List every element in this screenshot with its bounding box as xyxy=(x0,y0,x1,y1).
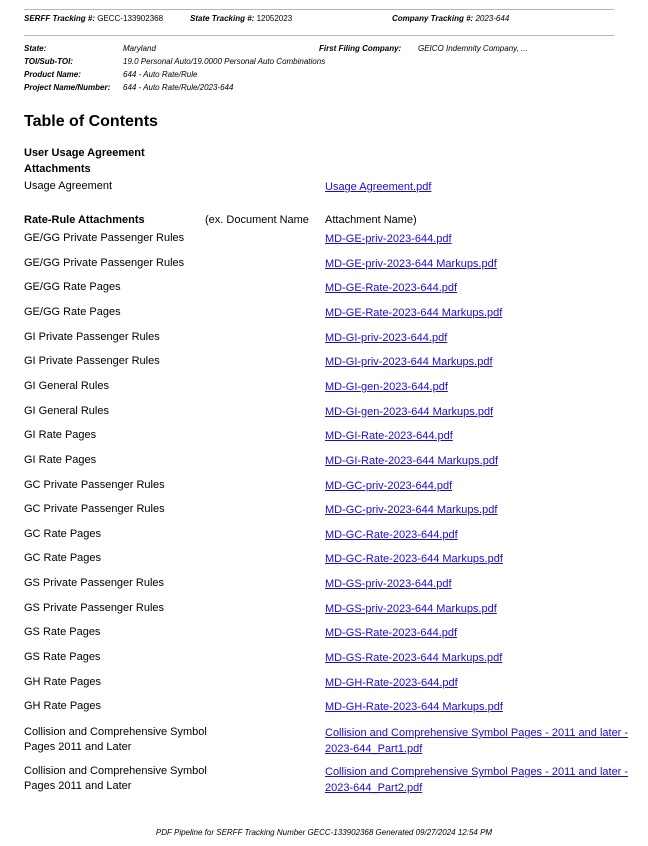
serff-tracking-value: GECC-133902368 xyxy=(97,14,164,23)
product-value: 644 - Auto Rate/Rule xyxy=(123,70,198,79)
attachment-document-name: GI Private Passenger Rules xyxy=(24,330,160,343)
attachment-document-name: GI General Rules xyxy=(24,379,109,392)
state-tracking-label: State Tracking #: xyxy=(190,14,255,23)
attachment-document-name: GE/GG Private Passenger Rules xyxy=(24,256,185,269)
attachment-document-name: GI Private Passenger Rules xyxy=(24,355,160,368)
top-divider xyxy=(24,9,614,10)
header-divider xyxy=(24,35,614,36)
attachment-document-name: GI General Rules xyxy=(24,404,109,417)
attachment-document-name: GS Private Passenger Rules xyxy=(24,577,165,590)
attachment-file-link[interactable]: MD-GS-Rate-2023-644.pdf xyxy=(325,627,458,640)
toi-label: TOI/Sub-TOI: xyxy=(24,57,74,66)
attachment-document-name: GE/GG Private Passenger Rules xyxy=(24,232,185,244)
state-tracking xyxy=(190,14,292,23)
attachment-file-link[interactable]: MD-GE-Rate-2023-644.pdf xyxy=(325,282,458,295)
attachment-document-name: GI Rate Pages xyxy=(24,429,97,442)
user-usage-section-title: User Usage Agreement xyxy=(24,147,145,159)
attachment-file-link[interactable]: MD-GE-Rate-2023-644 Markups.pdf xyxy=(325,306,503,319)
attachment-file-link[interactable]: Collision and Comprehensive Symbol Pages - 2011 and later - 2023-644_Part1.pdf xyxy=(325,727,629,755)
usage-agreement-link[interactable]: Usage Agreement.pdf xyxy=(325,181,432,193)
product-label: Product Name: xyxy=(24,70,81,79)
attachment-file-link[interactable]: Collision and Comprehensive Symbol Pages - 2011 and later - 2023-644_Part2.pdf xyxy=(325,766,629,794)
attachments-section-title: Attachments xyxy=(24,163,91,175)
attachment-file-link[interactable]: MD-GC-Rate-2023-644.pdf xyxy=(325,528,458,541)
attachment-document-name: GE/GG Rate Pages xyxy=(24,281,121,294)
attachment-file-link[interactable]: MD-GH-Rate-2023-644 Markups.pdf xyxy=(325,701,503,714)
company-tracking-value: 2023-644 xyxy=(475,14,510,23)
attachment-document-name: GH Rate Pages xyxy=(24,675,102,688)
project-label: Project Name/Number: xyxy=(24,83,111,92)
state-tracking-value: 12052023 xyxy=(256,14,293,23)
attachment-file-link[interactable]: MD-GI-gen-2023-644 Markups.pdf xyxy=(325,405,494,418)
rate-rule-section-title: Rate-Rule Attachments xyxy=(24,214,145,226)
attachment-document-name: GE/GG Rate Pages xyxy=(24,305,121,318)
rate-rule-doc-name-header: (ex. Document Name xyxy=(205,214,309,226)
attachment-document-name: GI Rate Pages xyxy=(24,453,97,466)
attachment-document-name: GS Rate Pages xyxy=(24,651,101,664)
attachment-document-name: Collision and Comprehensive Symbol Pages 2011 and Later xyxy=(24,726,207,753)
page-title: Table of Contents xyxy=(24,113,158,130)
attachment-file-link[interactable]: MD-GS-priv-2023-644 Markups.pdf xyxy=(325,602,497,615)
attachment-file-link[interactable]: MD-GI-Rate-2023-644 Markups.pdf xyxy=(325,454,499,467)
attachment-document-name: GC Private Passenger Rules xyxy=(24,478,165,491)
attachment-file-link[interactable]: MD-GC-Rate-2023-644 Markups.pdf xyxy=(325,553,503,566)
attachment-file-link[interactable]: MD-GE-priv-2023-644.pdf xyxy=(325,233,452,245)
serff-tracking-label: SERFF Tracking #: xyxy=(24,14,95,23)
project-value: 644 - Auto Rate/Rule/2023-644 xyxy=(123,83,234,92)
page-footer: PDF Pipeline for SERFF Tracking Number GECC-133902368 Generated 09/27/2024 12:54 PM xyxy=(155,828,493,837)
attachment-file-link[interactable]: MD-GI-gen-2023-644.pdf xyxy=(325,380,448,393)
usage-agreement-document-name: Usage Agreement xyxy=(24,180,113,192)
attachment-document-name: GC Rate Pages xyxy=(24,527,102,540)
attachment-file-link[interactable]: MD-GS-Rate-2023-644 Markups.pdf xyxy=(325,652,503,665)
attachment-file-link[interactable]: MD-GE-priv-2023-644 Markups.pdf xyxy=(325,257,497,270)
attachment-document-name: GH Rate Pages xyxy=(24,700,102,713)
attachment-document-name: GS Private Passenger Rules xyxy=(24,601,165,614)
serff-tracking xyxy=(24,14,163,23)
first-filing-value: GEICO Indemnity Company, ... xyxy=(418,44,528,53)
state-label: State: xyxy=(24,44,47,53)
company-tracking xyxy=(392,14,509,23)
attachment-file-link[interactable]: MD-GS-priv-2023-644.pdf xyxy=(325,578,452,591)
attachment-document-name: GC Private Passenger Rules xyxy=(24,503,165,516)
rate-rule-attachment-name-header: Attachment Name) xyxy=(325,214,417,226)
attachment-document-name: GS Rate Pages xyxy=(24,626,101,639)
attachment-file-link[interactable]: MD-GI-Rate-2023-644.pdf xyxy=(325,430,453,443)
first-filing-label: First Filing Company: xyxy=(319,44,402,53)
attachment-document-name: Collision and Comprehensive Symbol Pages 2011 and Later xyxy=(24,765,207,792)
attachment-document-name: GC Rate Pages xyxy=(24,552,102,565)
toi-value: 19.0 Personal Auto/19.0000 Personal Auto Combinations xyxy=(123,57,326,66)
attachment-file-link[interactable]: MD-GI-priv-2023-644 Markups.pdf xyxy=(325,356,493,369)
attachment-file-link[interactable]: MD-GI-priv-2023-644.pdf xyxy=(325,331,448,344)
attachment-file-link[interactable]: MD-GC-priv-2023-644.pdf xyxy=(325,479,453,492)
attachment-file-link[interactable]: MD-GH-Rate-2023-644.pdf xyxy=(325,676,458,689)
attachment-file-link[interactable]: MD-GC-priv-2023-644 Markups.pdf xyxy=(325,504,498,517)
state-value: Maryland xyxy=(123,44,156,53)
company-tracking-label: Company Tracking #: xyxy=(392,14,474,23)
